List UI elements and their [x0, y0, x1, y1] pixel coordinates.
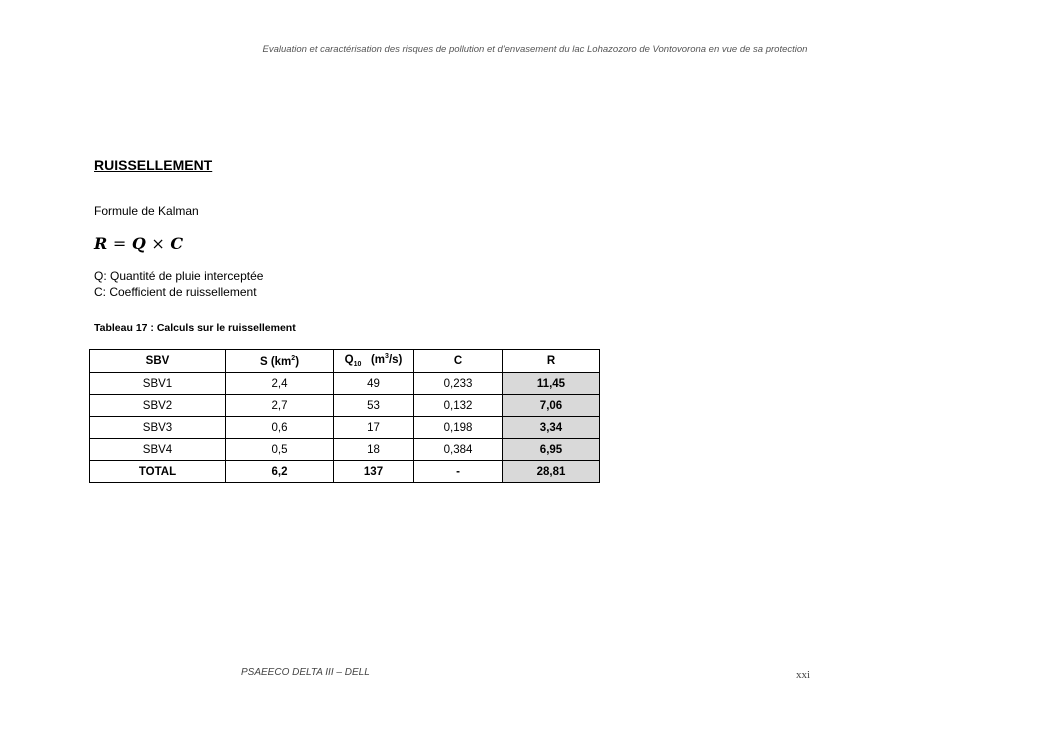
header-sbv: SBV — [90, 350, 226, 373]
formula-equals: = — [112, 234, 127, 253]
runoff-table — [89, 349, 600, 483]
section-title: RUISSELLEMENT — [94, 157, 213, 173]
table-caption: Tableau 17 : Calculs sur le ruissellement — [94, 322, 296, 334]
cell-s: 0,6 — [226, 417, 334, 439]
cell-r: 3,34 — [503, 417, 600, 439]
formula-q: Q — [131, 234, 146, 253]
cell-c: 0,384 — [414, 439, 503, 461]
cell-q: 53 — [334, 395, 414, 417]
header-s: S $(km^2)$ — [226, 350, 334, 373]
running-header: Evaluation et caractérisation des risques de pollution et d'envasement du lac Lohazozoro de Vontovorona en vue de sa protection — [262, 44, 808, 55]
cell-c: 0,198 — [414, 417, 503, 439]
legend-line-c: C: Coefficient de ruissellement — [94, 285, 257, 299]
total-q: 137 — [334, 461, 414, 483]
total-label: TOTAL — [90, 461, 226, 483]
header-c: C — [414, 350, 503, 373]
formula-legend — [94, 268, 263, 300]
cell-sbv: SBV1 — [90, 373, 226, 395]
table-header-row — [90, 350, 600, 373]
table-row — [90, 439, 600, 461]
formula-name: Formule de Kalman — [94, 204, 199, 218]
cell-q: 17 — [334, 417, 414, 439]
formula-lhs: R — [94, 234, 108, 253]
formula — [94, 234, 183, 253]
formula-c: C — [170, 234, 184, 253]
header-q10: $Q_{10}$ $(m^3/s)$ — [334, 350, 414, 373]
cell-s: 0,5 — [226, 439, 334, 461]
cell-sbv: SBV4 — [90, 439, 226, 461]
table-row — [90, 417, 600, 439]
total-c: - — [414, 461, 503, 483]
total-r: 28,81 — [503, 461, 600, 483]
cell-s: 2,7 — [226, 395, 334, 417]
footer-project: PSAEECO DELTA III – DELL — [241, 667, 370, 678]
header-r: R — [503, 350, 600, 373]
cell-r: 7,06 — [503, 395, 600, 417]
table-total-row — [90, 461, 600, 483]
legend-line-q: Q: Quantité de pluie interceptée — [94, 269, 264, 283]
total-s: 6,2 — [226, 461, 334, 483]
formula-times: × — [151, 234, 165, 253]
cell-sbv: SBV2 — [90, 395, 226, 417]
cell-c: 0,132 — [414, 395, 503, 417]
cell-r: 11,45 — [503, 373, 600, 395]
cell-q: 18 — [334, 439, 414, 461]
table-row — [90, 373, 600, 395]
cell-c: 0,233 — [414, 373, 503, 395]
cell-s: 2,4 — [226, 373, 334, 395]
cell-r: 6,95 — [503, 439, 600, 461]
cell-q: 49 — [334, 373, 414, 395]
table-row — [90, 395, 600, 417]
cell-sbv: SBV3 — [90, 417, 226, 439]
page-number: xxi — [796, 669, 811, 681]
